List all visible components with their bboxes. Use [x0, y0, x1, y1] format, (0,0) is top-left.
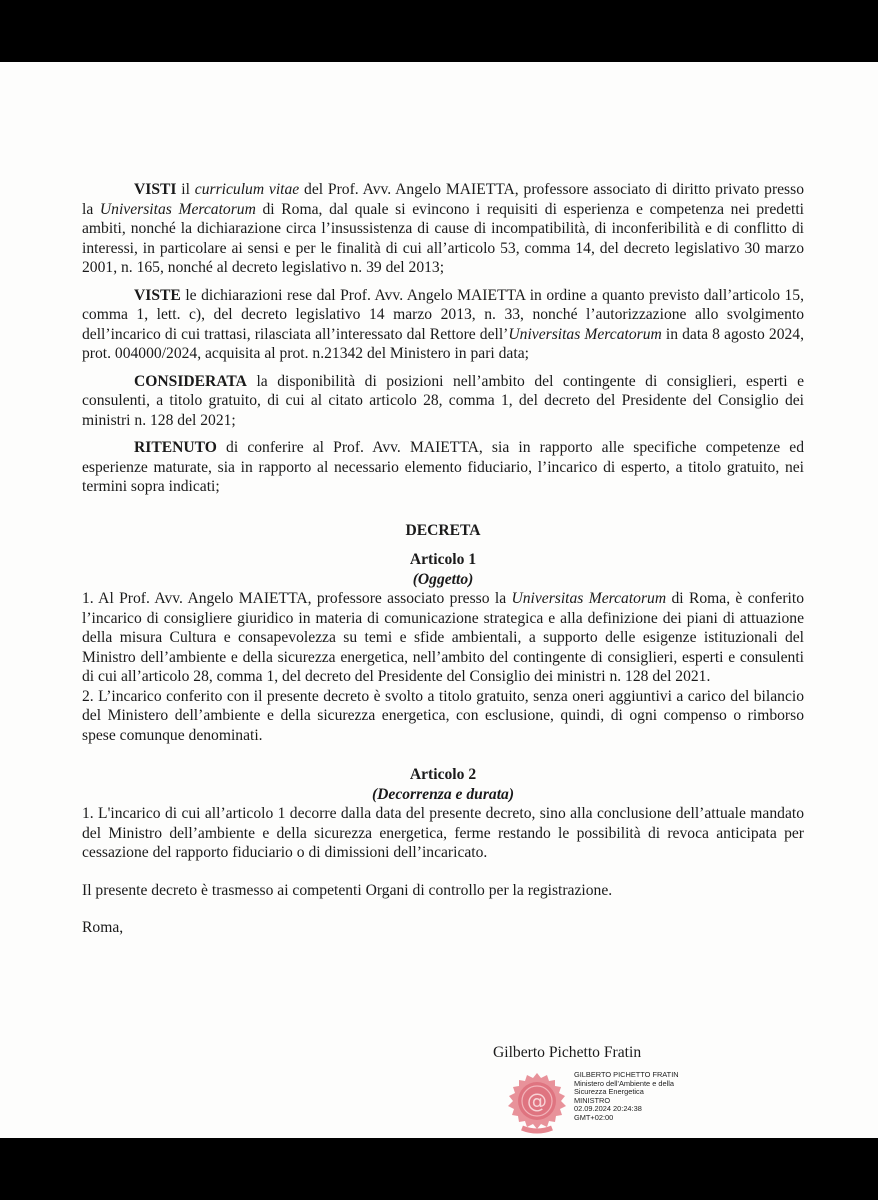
article-1-subtitle: (Oggetto) — [412, 570, 474, 588]
article-1-comma-1: 1. Al Prof. Avv. Angelo MAIETTA, professore associato presso la Universitas Mercatorum di Roma, è conferito l’incarico di consigliere giuridico in materia di comunicazione strategica e alla definizione dei piani di attuazione della misura Cultura e consapevolezza su temi e sfide ambientali, a supporto delle esigenze istituzionali del Ministro dell’ambiente e della sicurezza energetica, nell’ambito del contingente di consiglieri, esperti e consulenti di cui all’articolo 28, comma 1, del decreto del Presidente del Consiglio dei ministri n. 128 del 2021. — [82, 590, 804, 685]
final-clause: Il presente decreto è trasmesso ai competenti Organi di controllo per la registrazione. — [82, 881, 613, 899]
article-2-title: Articolo 2 — [409, 766, 477, 783]
seal-symbol: @ — [527, 1089, 547, 1113]
article-2-subtitle: (Decorrenza e durata) — [371, 785, 515, 803]
keyword-visti: VISTI — [134, 181, 177, 198]
signer-name: Gilberto Pichetto Fratin — [493, 1044, 642, 1061]
keyword-viste: VISTE — [134, 286, 181, 304]
digital-signature-details: GILBERTO PICHETTO FRATIN Ministero dell'Ambiente e della Sicurezza Energetica MINISTRO 02.09.2024 20:24:38 GMT+02:00 — [574, 1070, 679, 1122]
paragraph-visti: VISTI il curriculum vitae del Prof. Avv. Angelo MAIETTA, professore associato di diritto privato presso la Universitas Mercatorum di Roma, dal quale si evincono i requisiti di esperienza e competenza nei predetti ambiti, nonché la dichiarazione circa l’insussistenza di cause di incompatibilità, di inconferibilità e di conflitto di interessi, in particolare ai sensi e per le finalità di cui all’articolo 53, comma 14, del decreto legislativo 30 marzo 2001, n. 165, nonché al decreto legislativo n. 39 del 2013; — [82, 181, 804, 276]
digital-signature-seal-icon — [504, 1070, 570, 1136]
place-date: Roma, — [82, 919, 124, 936]
article-1-comma-2: 2. L’incarico conferito con il presente decreto è svolto a titolo gratuito, senza oneri aggiuntivi a carico del bilancio del Ministero dell’ambiente e della sicurezza energetica, con esclusione, quindi, di ogni compenso o rimborso spese comunque denominati. — [82, 687, 804, 744]
decree-body — [82, 180, 804, 938]
paragraph-considerata: CONSIDERATA la disponibilità di posizioni nell’ambito del contingente di consiglieri, esperti e consulenti, a titolo gratuito, di cui al citato articolo 28, comma 1, del decreto del Presidente del Consiglio dei ministri n. 128 del 2021; — [82, 372, 804, 429]
article-2 — [82, 765, 804, 863]
article-1 — [82, 550, 804, 745]
document-page — [0, 62, 878, 1138]
paragraph-viste: VISTE le dichiarazioni rese dal Prof. Avv. Angelo MAIETTA in ordine a quanto previsto dall’articolo 15, comma 1, lett. c), del decreto legislativo 14 marzo 2013, n. 33, nonché l’autorizzazione allo svolgimento dell’incarico di cui trattasi, rilasciata all’interessato dal Rettore dell’Universitas Mercatorum in data 8 agosto 2024, prot. 004000/2024, acquisita al prot. n.21342 del Ministero in pari data; — [82, 286, 804, 362]
article-2-comma-1: 1. L'incarico di cui all’articolo 1 decorre dalla data del presente decreto, sino alla conclusione dell’attuale mandato del Ministro dell’ambiente e della sicurezza energetica, ferme restando le possibilità di revoca anticipata per cessazione del rapporto fiduciario o di dimissioni dell’incaricato. — [82, 805, 804, 861]
decreta-heading: DECRETA — [405, 521, 481, 539]
article-1-title: Articolo 1 — [409, 551, 477, 568]
keyword-ritenuto: RITENUTO — [134, 439, 217, 456]
keyword-considerata: CONSIDERATA — [134, 372, 247, 390]
paragraph-ritenuto: RITENUTO di conferire al Prof. Avv. MAIETTA, sia in rapporto alle specifiche competenze ed esperienze maturate, sia in rapporto al necessario elemento fiduciario, l’incarico di esperto, a titolo gratuito, nei termini sopra indicati; — [82, 439, 804, 495]
